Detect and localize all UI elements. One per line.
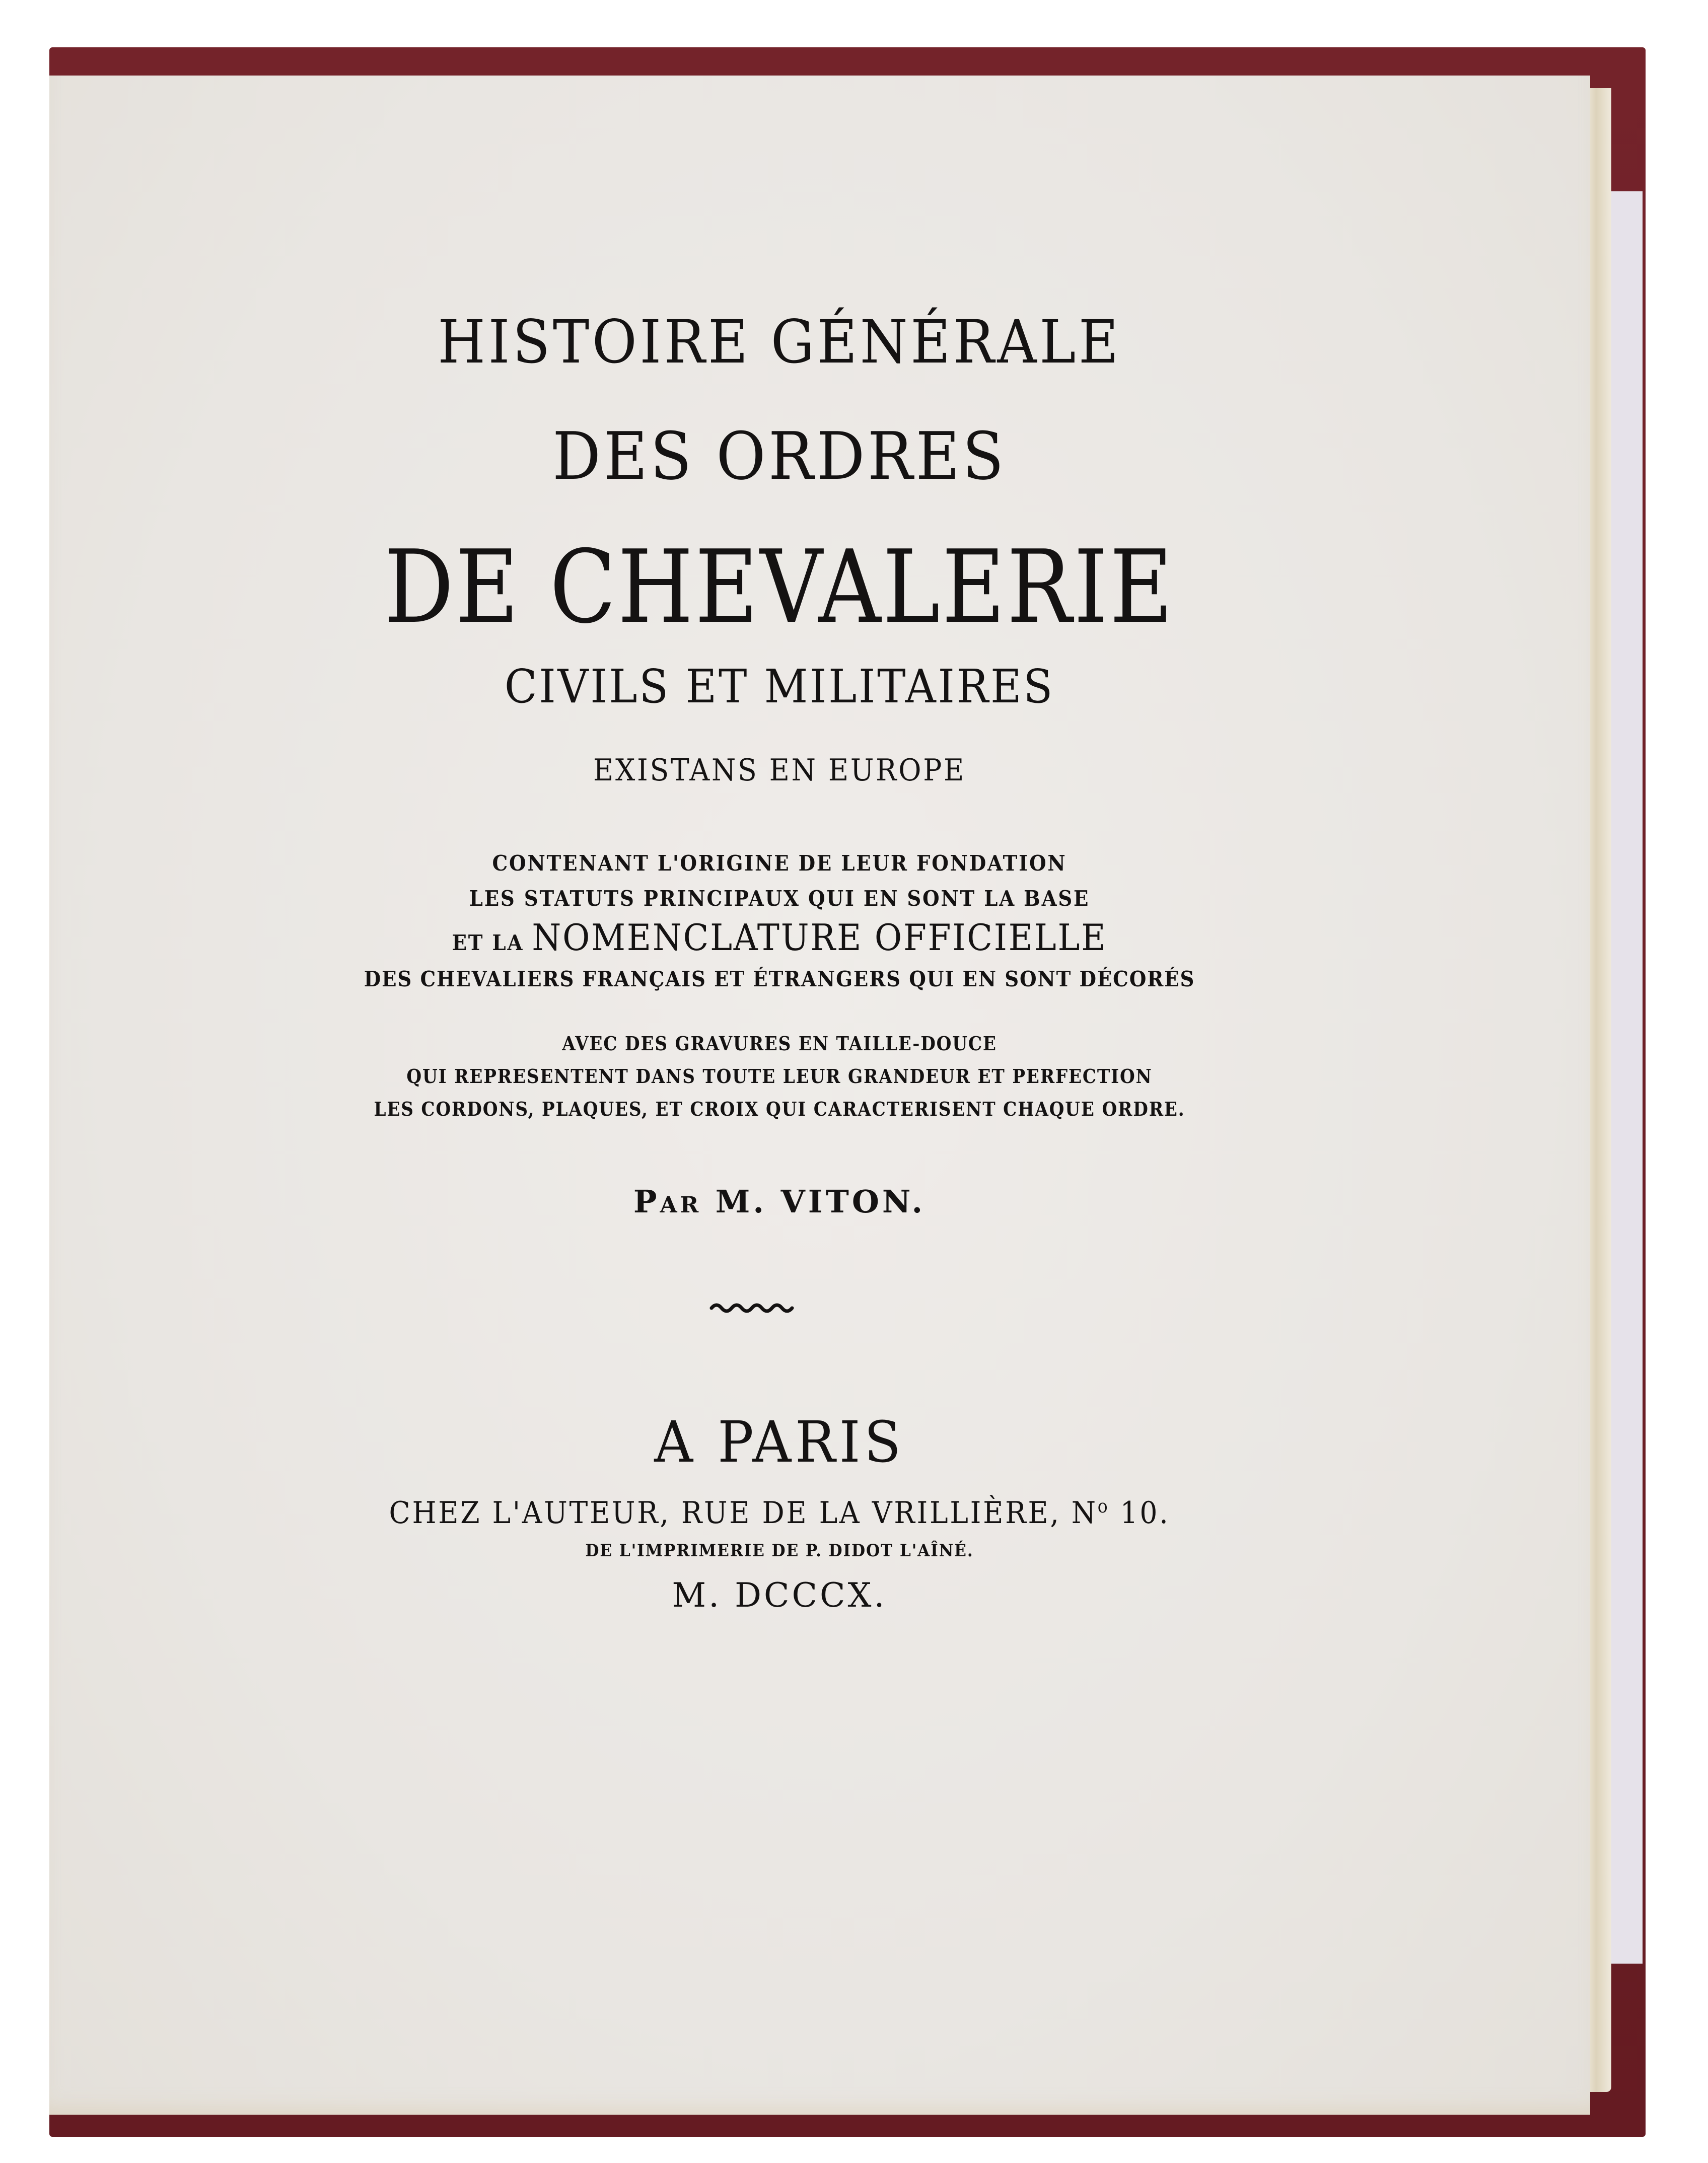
engravings-line-2: QUI REPRESENTENT DANS TOUTE LEUR GRANDEUR ET PERFECTION: [406, 1065, 1153, 1088]
engravings-line-3: LES CORDONS, PLAQUES, ET CROIX QUI CARACTERISENT CHAQUE ORDRE.: [374, 1098, 1185, 1120]
desc-line-3: [108, 916, 1451, 959]
author-line: [49, 1183, 1510, 1220]
imprint-year: M. DCCCX.: [672, 1576, 887, 1615]
desc-line-2: LES STATUTS PRINCIPAUX QUI EN SONT LA BASE: [469, 886, 1090, 911]
author-name: M. VITON.: [701, 1183, 926, 1220]
desc-line-1: CONTENANT L'ORIGINE DE LEUR FONDATION: [492, 851, 1067, 876]
wavy-rule-ornament-icon: [709, 1299, 800, 1314]
imprint-address-text: CHEZ L'AUTEUR, RUE DE LA VRILLIÈRE, N: [389, 1495, 1098, 1531]
title-page: [49, 76, 1590, 2115]
desc-line-4: DES CHEVALIERS FRANÇAIS ET ÉTRANGERS QUI EN SONT DÉCORÉS: [364, 967, 1195, 991]
imprint-number: 10.: [1109, 1495, 1170, 1531]
title-line-chevalerie: DE CHEVALERIE: [384, 529, 1175, 646]
subtitle-existans: EXISTANS EN EUROPE: [593, 753, 966, 788]
subtitle-civils-militaires: CIVILS ET MILITAIRES: [504, 660, 1055, 713]
title-line-histoire: HISTOIRE GÉNÉRALE: [438, 307, 1121, 377]
author-prefix-rest: AR: [660, 1192, 702, 1218]
imprint-address: [108, 1495, 1451, 1531]
imprint-number-sup: o: [1097, 1496, 1110, 1517]
title-line-des-ordres: DES ORDRES: [552, 418, 1007, 494]
desc-line-3-prefix: ET LA: [452, 930, 532, 955]
nomenclature-officielle: NOMENCLATURE OFFICIELLE: [532, 916, 1107, 959]
engravings-line-1: AVEC DES GRAVURES EN TAILLE-DOUCE: [562, 1032, 997, 1055]
imprint-printer: DE L'IMPRIMERIE DE P. DIDOT L'AÎNÉ.: [585, 1541, 974, 1561]
imprint-city: A PARIS: [654, 1410, 905, 1475]
author-prefix-initial: P: [633, 1183, 660, 1220]
